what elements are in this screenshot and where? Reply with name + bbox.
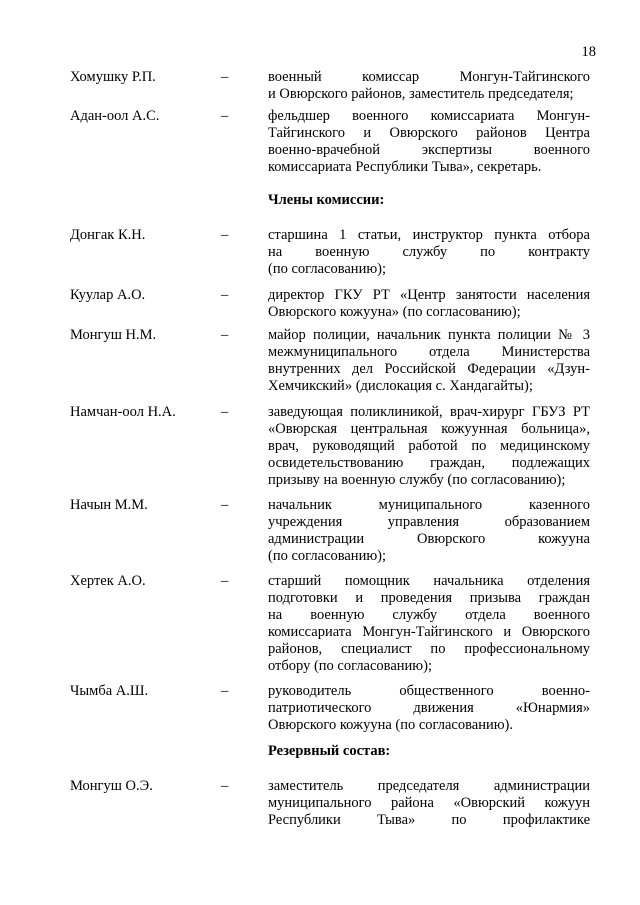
entry-dash: – <box>221 108 229 124</box>
description-line: администрации Овюрского кожууна <box>268 531 590 547</box>
description-line: заведующая поликлиникой, врач-хирург ГБУЗ РТ <box>268 404 590 420</box>
entry-description <box>268 404 590 489</box>
description-line: на военную службу отдела военного <box>268 607 590 623</box>
entry-dash: – <box>221 404 229 420</box>
entry-dash: – <box>221 69 229 85</box>
entry-description <box>268 327 590 395</box>
entry-name: Чымба А.Ш. <box>70 683 149 699</box>
description-line: «Овюрская центральная кожуунная больница», <box>268 421 590 437</box>
entry-dash: – <box>221 287 229 303</box>
description-line: Тайгинского и Овюрского районов Центра <box>268 125 590 141</box>
description-line: комиссариата Республики Тыва», секретарь. <box>268 159 542 175</box>
description-line: майор полиции, начальник пункта полиции № 3 <box>268 327 590 343</box>
description-line: военный комиссар Монгун-Тайгинского <box>268 69 590 85</box>
description-line: отбору (по согласованию); <box>268 658 432 674</box>
description-line: заместитель председателя администрации <box>268 778 590 794</box>
description-line: Овюрского кожууна» (по согласованию); <box>268 304 521 320</box>
description-line: внутренних дел Российской Федерации «Дзун- <box>268 361 590 377</box>
description-line: директор ГКУ РТ «Центр занятости населения <box>268 287 590 303</box>
description-line: руководитель общественного военно- <box>268 683 590 699</box>
entry-dash: – <box>221 778 229 794</box>
description-line: Овюрского кожууна (по согласованию). <box>268 717 514 733</box>
description-line: патриотического движения «Юнармия» <box>268 700 590 716</box>
description-line: и Овюрского районов, заместитель председателя; <box>268 86 574 102</box>
page-number: 18 <box>581 44 596 60</box>
description-line: освидетельствованию граждан, подлежащих <box>268 455 590 471</box>
entry-name: Начын М.М. <box>70 497 148 513</box>
description-line: врач, руководящий работой по медицинскому <box>268 438 590 454</box>
description-line: на военную службу по контракту <box>268 244 590 260</box>
section-heading-reserve: Резервный состав: <box>268 743 391 759</box>
section-heading-members: Члены комиссии: <box>268 192 385 208</box>
description-line: призыву на военную службу (по согласованию); <box>268 472 566 488</box>
description-line: учреждения управления образованием <box>268 514 590 530</box>
description-line: муниципального района «Овюрский кожуун <box>268 795 590 811</box>
entry-dash: – <box>221 683 229 699</box>
description-line: фельдшер военного комиссариата Монгун- <box>268 108 590 124</box>
entry-dash: – <box>221 227 229 243</box>
entry-description <box>268 108 590 176</box>
entry-name: Адан-оол А.С. <box>70 108 160 124</box>
description-line: межмуниципального отдела Министерства <box>268 344 590 360</box>
entry-name: Хомушку Р.П. <box>70 69 156 85</box>
entry-description <box>268 227 590 278</box>
entry-description <box>268 778 590 829</box>
entry-dash: – <box>221 573 229 589</box>
entry-name: Монгуш О.Э. <box>70 778 153 794</box>
entry-name: Намчан-оол Н.А. <box>70 404 176 420</box>
description-line: старшина 1 статьи, инструктор пункта отбора <box>268 227 590 243</box>
description-line: Республики Тыва» по профилактике <box>268 812 590 828</box>
description-line: старший помощник начальника отделения <box>268 573 590 589</box>
description-line: Хемчикский» (дислокация с. Хандагайты); <box>268 378 533 394</box>
entry-description <box>268 497 590 565</box>
description-line: (по согласованию); <box>268 548 387 564</box>
description-line: комиссариата Монгун-Тайгинского и Овюрского <box>268 624 590 640</box>
entry-name: Донгак К.Н. <box>70 227 146 243</box>
description-line: подготовки и проведения призыва граждан <box>268 590 590 606</box>
description-line: начальник муниципального казенного <box>268 497 590 513</box>
entry-dash: – <box>221 327 229 343</box>
description-line: военно-врачебной экспертизы военного <box>268 142 590 158</box>
description-line: районов, специалист по профессиональному <box>268 641 590 657</box>
entry-name: Хертек А.О. <box>70 573 146 589</box>
entry-description <box>268 683 590 734</box>
entry-name: Монгуш Н.М. <box>70 327 157 343</box>
description-line: (по согласованию); <box>268 261 387 277</box>
entry-description <box>268 287 590 321</box>
entry-description <box>268 69 590 103</box>
entry-dash: – <box>221 497 229 513</box>
entry-name: Куулар А.О. <box>70 287 146 303</box>
entry-description <box>268 573 590 675</box>
